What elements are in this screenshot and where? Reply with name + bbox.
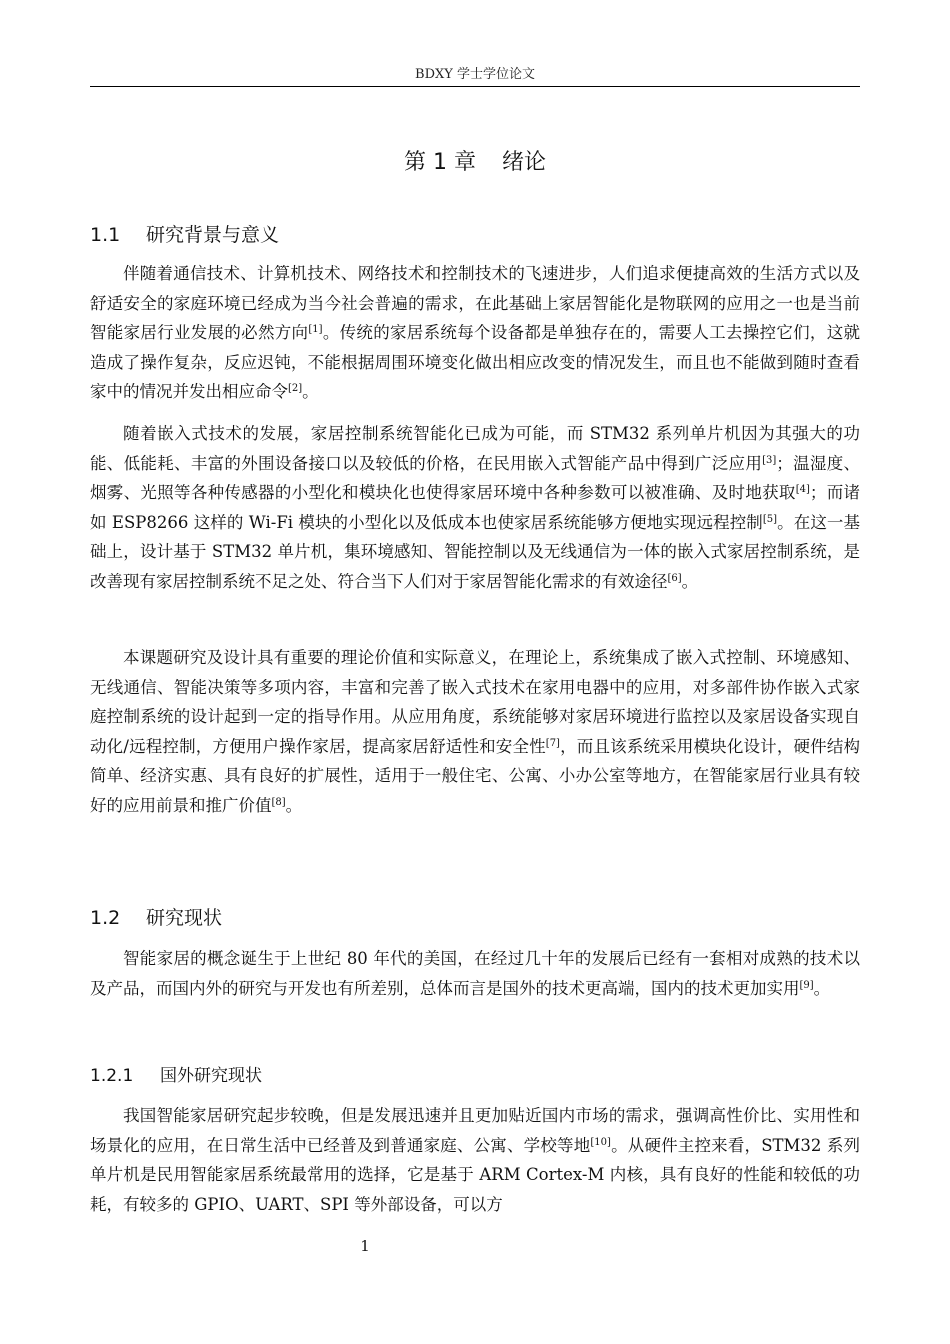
subsection-heading-1-2-1 [90,1063,262,1089]
citation-1[interactable]: [1] [308,324,323,335]
citation-8[interactable]: [8] [271,796,286,808]
subsection-title: 国外研究现状 [160,1066,262,1086]
citation-7[interactable]: [7] [545,737,560,749]
section-title: 研究背景与意义 [146,224,280,246]
header-rule [90,86,860,87]
paragraph-foreign-status-1: 我国智能家居研究起步较晚，但是发展迅速并且更加贴近国内市场的需求，强调高性价比、实用性和场景化的应用，在日常生活中已经普及到普通家庭、公寓、学校等地[10]。从硬件主控来看，STM32 系列单片机是民用智能家居系统最常用的选择，它是基于 ARM Cortex-M 内核，具有良好的性能和较低的功耗，有较多的 GPIO、UART、SPI 等外部设备，可以方 [90,1106,860,1214]
citation-10[interactable]: [10] [590,1136,611,1148]
chapter-number: 第 1 章 [404,150,476,175]
section-number: 1.1 [90,224,121,246]
citation-6[interactable]: [6] [667,572,682,584]
paragraph-background-2: 随着嵌入式技术的发展，家居控制系统智能化已成为可能，而 STM32 系列单片机因为其强大的功能、低能耗、丰富的外围设备接口以及较低的价格，在民用嵌入式智能产品中得到广泛应用[3]；温湿度、烟雾、光照等各种传感器的小型化和模块化也使得家居环境中各种参数可以被准确、及时地获取[4]；而诸如 ESP8266 这样的 Wi-Fi 模块的小型化以及低成本也使家居系统能够方便地实现远程控制[5]。在这一基础上，设计基于 STM32 单片机，集环境感知、智能控制以及无线通信为一体的嵌入式家居控制系统，是改善现有家居控制系统不足之处、符合当下人们对于家居智能化需求的有效途径[6]。 [90,424,861,591]
page-number: 1 [360,1237,370,1255]
section-heading-1-1 [90,221,279,249]
citation-2[interactable]: [2] [288,383,303,394]
citation-9[interactable]: [9] [799,979,814,991]
paragraph-background-3: 本课题研究及设计具有重要的理论价值和实际意义，在理论上，系统集成了嵌入式控制、环境感知、无线通信、智能决策等多项内容，丰富和完善了嵌入式技术在家用电器中的应用，对多部件协作嵌入式家庭控制系统的设计起到一定的指导作用。从应用角度，系统能够对家居环境进行监控以及家居设备实现自动化/远程控制，方便用户操作家居，提高家居舒适性和安全性[7]，而且该系统采用模块化设计，硬件结构简单、经济实惠、具有良好的扩展性，适用于一般住宅、公寓、小办公室等地方，在智能家居行业具有较好的应用前景和推广价值[8]。 [90,648,861,815]
section-number: 1.2 [90,907,121,929]
subsection-number: 1.2.1 [90,1066,134,1086]
citation-5[interactable]: [5] [762,513,778,525]
running-header: BDXY 学士学位论文 [415,67,535,82]
citation-4[interactable]: [4] [795,484,810,495]
section-heading-1-2 [90,904,222,932]
paragraph-status-1: 智能家居的概念诞生于上世纪 80 年代的美国，在经过几十年的发展后已经有一套相对成熟的技术以及产品，而国内外的研究与开发也有所差别，总体而言是国外的技术更高端，国内的技术更加实用[9]。 [90,949,860,998]
chapter-name: 绪论 [501,150,546,175]
paragraph-background-1: 伴随着通信技术、计算机技术、网络技术和控制技术的飞速进步，人们追求便捷高效的生活方式以及舒适安全的家庭环境已经成为当今社会普遍的需求，在此基础上家居智能化是物联网的应用之一也是当前智能家居行业发展的必然方向[1]。传统的家居系统每个设备都是单独存在的，需要人工去操控它们，这就造成了操作复杂，反应迟钝，不能根据周围环境变化做出相应改变的情况发生，而且也不能做到随时查看家中的情况并发出相应命令[2]。 [90,264,861,401]
section-title: 研究现状 [146,907,223,929]
chapter-title [90,146,860,180]
citation-3[interactable]: [3] [762,454,777,466]
